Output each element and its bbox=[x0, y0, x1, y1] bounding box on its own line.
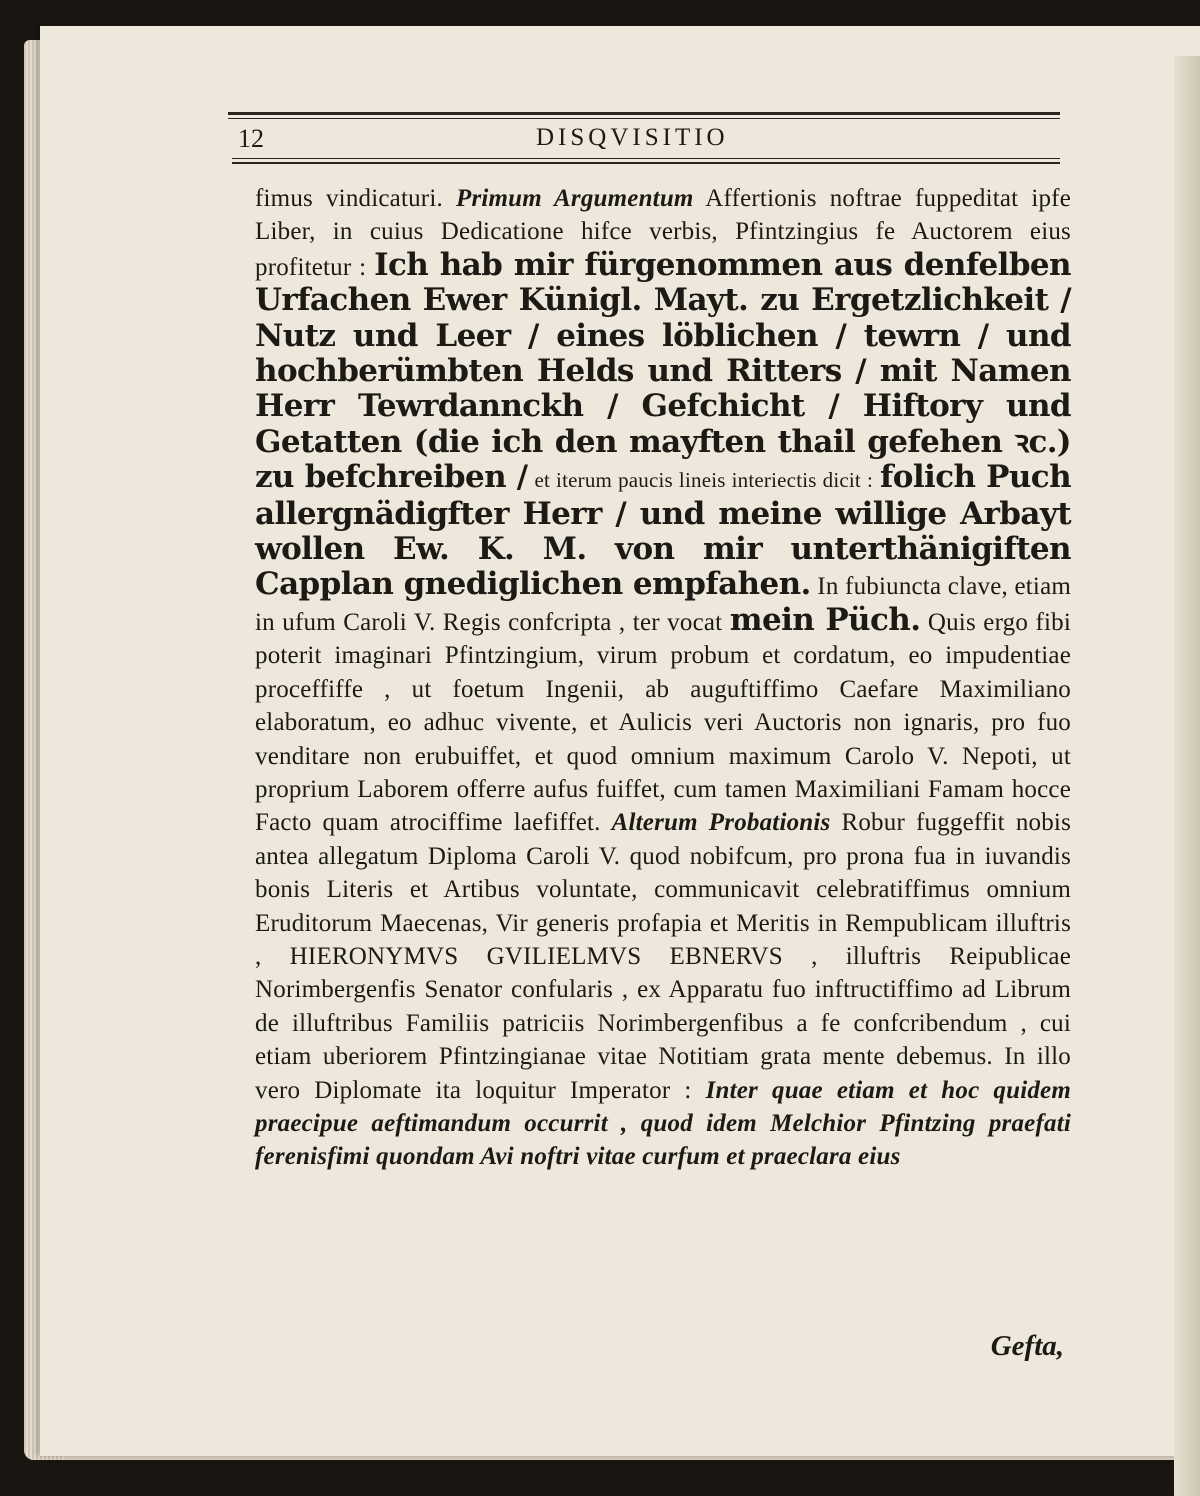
text-span: Robur fuggeffit nobis antea allegatum Diploma Caroli V. quod nobifcum, pro prona fua in iuvandis bonis Literis et Artibus voluntate, communicavit celebratiffimus omnium Eruditorum Maecenas, Vir generis profapia et Meritis in Rempublicam illuftris , HIERONYMVS GVILIELMVS EBNERVS , illuftris Reipublicae Norimbergenfis Senator confularis , ex Apparatu fuo inftructiffimo ad Librum de illuftribus Familiis patriciis Norimbergenfibus a fe confcribendum , cui etiam uberiorem Pfintzingianae vitae Notitiam grata mente debemus. In illo vero Diplomate ita loquitur Imperator : bbox=[255, 809, 1071, 1104]
italic-phrase: Primum Argumentum bbox=[455, 185, 694, 212]
text-span: Quis ergo fibi poterit imaginari Pfintzingium, virum probum et cordatum, eo impudentiae proceffiffe , ut foetum Ingenii, ab auguftiffimo Caefare Maximiliano elaboratum, eo adhuc vivente, et Aulicis veri Auctoris non ignaris, pro fuo venditare non erubuiffet, et quod omnium maximum Carolo V. Nepoti, ut proprium Laborem offerre aufus fuiffet, cum tamen Maximiliani Famam hocce Facto quam atrociffime laefiffet. bbox=[255, 608, 1071, 837]
header-rule-top-thin bbox=[228, 118, 1060, 119]
italic-phrase: Alterum Probationis bbox=[611, 809, 831, 837]
header-rule-bottom bbox=[232, 162, 1060, 164]
running-title: DISQVISITIO bbox=[536, 124, 729, 151]
text-span: In fubiuncta clave, etiam in ufum Caroli V. Regis confcripta , ter vocat bbox=[255, 573, 1072, 636]
german-quotation: folich Puch allergnädigfter Herr / und meine willige Arbayt wollen Ew. K. M. von mir unterthänigiften Capplan gnediglichen empfahen. bbox=[255, 459, 1072, 603]
header-rule-top bbox=[228, 112, 1060, 115]
text-span: Affertionis noftrae fuppeditat ipfe Liber, in cuius Dedicatione hifce verbis, Pfintzingius fe Auctorem eius profitetur : bbox=[255, 185, 1071, 281]
page-fold bbox=[1174, 56, 1200, 1496]
catchword: Gefta, bbox=[990, 1330, 1064, 1362]
german-quotation: mein Püch. bbox=[729, 601, 921, 638]
header-rule-bottom-thin bbox=[232, 158, 1060, 159]
text-span: fimus vindicaturi. bbox=[255, 185, 443, 212]
body-text bbox=[255, 182, 1071, 1174]
german-quotation: Ich hab mir fürgenommen aus denfelben Urfachen Ewer Künigl. Mayt. zu Ergetzlichkeit / Nutz und Leer / eines löblichen / tewrn / und hochberümbten Helds und Ritters / mit Namen Herr Tewrdannckh / Gefchicht / Hiftory und Getatten (die ich den mayften thail gefehen ꝛc.) zu befchreiben / bbox=[255, 246, 1071, 496]
latin-quotation: Inter quae etiam et hoc quidem praecipue aeftimandum occurrit , quod idem Melchior Pfintzing praefati ferenisfimi quondam Avi noftri vitae curfum et praeclara eius bbox=[255, 1076, 1071, 1171]
page-number: 12 bbox=[238, 124, 264, 153]
text-span: et iterum paucis lineis interiectis dicit : bbox=[534, 468, 874, 493]
